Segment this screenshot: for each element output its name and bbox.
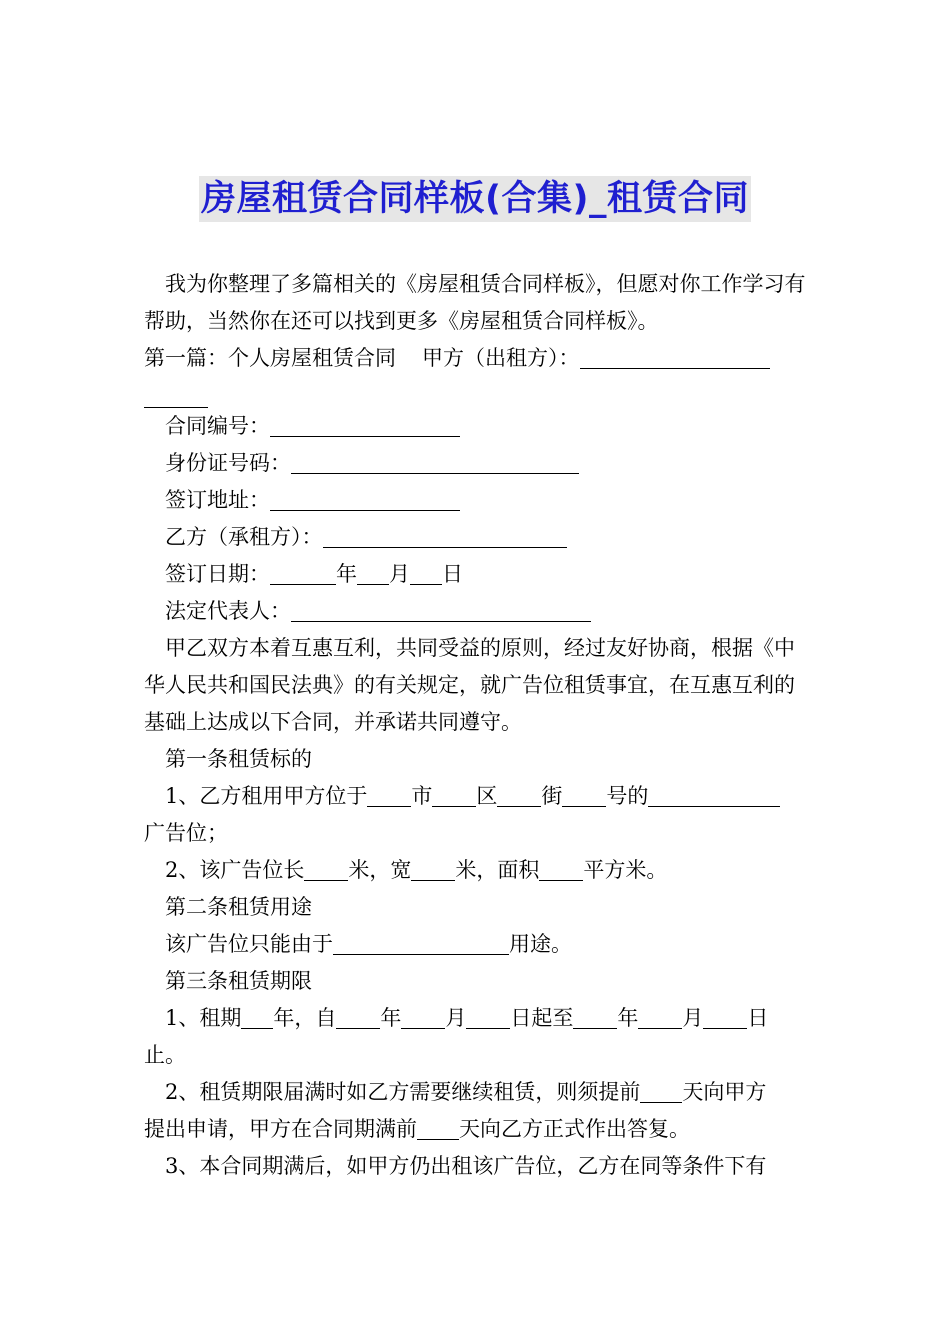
article1-heading: 第一条租赁标的 (165, 747, 312, 771)
art1-item2-text-b: 米，宽 (348, 858, 412, 882)
art3-item1-g: 月 (682, 1006, 704, 1030)
sign-month-blank (357, 562, 389, 585)
end-month-blank (638, 1006, 682, 1029)
contract-no-label: 合同编号： (165, 414, 270, 438)
month-text: 月 (389, 562, 410, 586)
legal-rep-blank (291, 599, 591, 622)
number-blank (562, 784, 606, 807)
article3-heading: 第三条租赁期限 (165, 969, 312, 993)
preamble-paragraph: 甲乙双方本着互惠互利，共同受益的原则，经过友好协商，根据《中华人民共和国民法典》的有关规定，就广告位租赁事宜，在互惠互利的基础上达成以下合同，并承诺共同遵守。 (144, 636, 795, 734)
id-no-row (144, 445, 808, 482)
art2-text-b: 用途。 (509, 932, 572, 956)
section1-heading-line (144, 340, 808, 377)
id-no-blank (291, 451, 579, 474)
party-a-blank (580, 346, 770, 369)
location-blank (648, 784, 780, 807)
day-text: 日 (442, 562, 463, 586)
reply-days-blank (417, 1117, 459, 1140)
art3-item1-b: 年，自 (273, 1006, 337, 1030)
art3-item2-c: 提出申请，甲方在合同期满前 (144, 1117, 417, 1141)
art1-item2-text-a: 2、该广告位长 (165, 858, 305, 882)
street-text: 街 (541, 784, 563, 808)
party-a-label: 甲方（出租方）： (422, 346, 580, 370)
article1-item1 (144, 778, 808, 815)
art3-item1-a: 1、租期 (165, 1006, 242, 1030)
art3-item2-b: 天向甲方 (682, 1080, 767, 1104)
document-body (144, 266, 808, 1185)
art3-item2-a: 2、租赁期限届满时如乙方需要继续租赁，则须提前 (165, 1080, 641, 1104)
length-blank (304, 858, 348, 881)
start-month-blank (401, 1006, 445, 1029)
article2-heading: 第二条租赁用途 (165, 895, 312, 919)
art3-item1-e: 日起至 (510, 1006, 574, 1030)
art3-item1-c: 年 (380, 1006, 402, 1030)
sign-date-row (144, 556, 808, 593)
city-blank (367, 784, 411, 807)
article3-item3: 3、本合同期满后，如甲方仍出租该广告位，乙方在同等条件下有 (165, 1154, 767, 1178)
article2-text (144, 926, 808, 963)
district-blank (432, 784, 476, 807)
usage-blank (333, 932, 509, 955)
sign-date-label: 签订日期： (165, 562, 270, 586)
party-b-row (144, 519, 808, 556)
article3-item1-end: 止。 (144, 1043, 186, 1067)
legal-rep-row (144, 593, 808, 630)
number-text: 号的 (606, 784, 649, 808)
article3-item2-line1 (144, 1074, 808, 1111)
art1-item2-text-d: 平方米。 (583, 858, 668, 882)
title-container (0, 176, 950, 222)
legal-rep-label: 法定代表人： (165, 599, 291, 623)
party-b-blank (323, 525, 567, 548)
width-blank (411, 858, 455, 881)
party-a-blank-continued (144, 377, 208, 408)
sign-address-row (144, 482, 808, 519)
district-text: 区 (476, 784, 498, 808)
article1-item1-end: 广告位； (144, 821, 228, 845)
party-b-label: 乙方（承租方）： (165, 525, 323, 549)
art3-item2-d: 天向乙方正式作出答复。 (459, 1117, 690, 1141)
end-year-blank (573, 1006, 617, 1029)
end-day-blank (703, 1006, 747, 1029)
sign-year-blank (270, 562, 336, 585)
id-no-label: 身份证号码： (165, 451, 291, 475)
start-year-blank (336, 1006, 380, 1029)
art3-item1-f: 年 (617, 1006, 639, 1030)
area-blank (539, 858, 583, 881)
article3-item1 (144, 1000, 808, 1037)
art1-item1-text: 1、乙方租用甲方位于 (165, 784, 368, 808)
term-years-blank (241, 1006, 273, 1029)
street-blank (497, 784, 541, 807)
document-title: 房屋租赁合同样板(合集)_租赁合同 (199, 176, 751, 222)
art3-item1-d: 月 (445, 1006, 467, 1030)
article3-item2-line2 (144, 1111, 808, 1148)
intro-paragraph: 我为你整理了多篇相关的《房屋租赁合同样板》，但愿对你工作学习有帮助，当然你在还可以找到更多《房屋租赁合同样板》。 (144, 272, 806, 333)
start-day-blank (466, 1006, 510, 1029)
year-text: 年 (336, 562, 357, 586)
sign-address-label: 签订地址： (165, 488, 270, 512)
advance-days-blank (640, 1080, 682, 1103)
art2-text-a: 该广告位只能由于 (165, 932, 333, 956)
sign-day-blank (410, 562, 442, 585)
sign-address-blank (270, 488, 460, 511)
contract-no-blank (270, 414, 460, 437)
city-text: 市 (411, 784, 433, 808)
contract-no-row (144, 408, 808, 445)
article1-item2 (144, 852, 808, 889)
section1-heading: 第一篇：个人房屋租赁合同 (144, 346, 396, 370)
art1-item2-text-c: 米，面积 (455, 858, 540, 882)
art3-item1-h: 日 (747, 1006, 769, 1030)
